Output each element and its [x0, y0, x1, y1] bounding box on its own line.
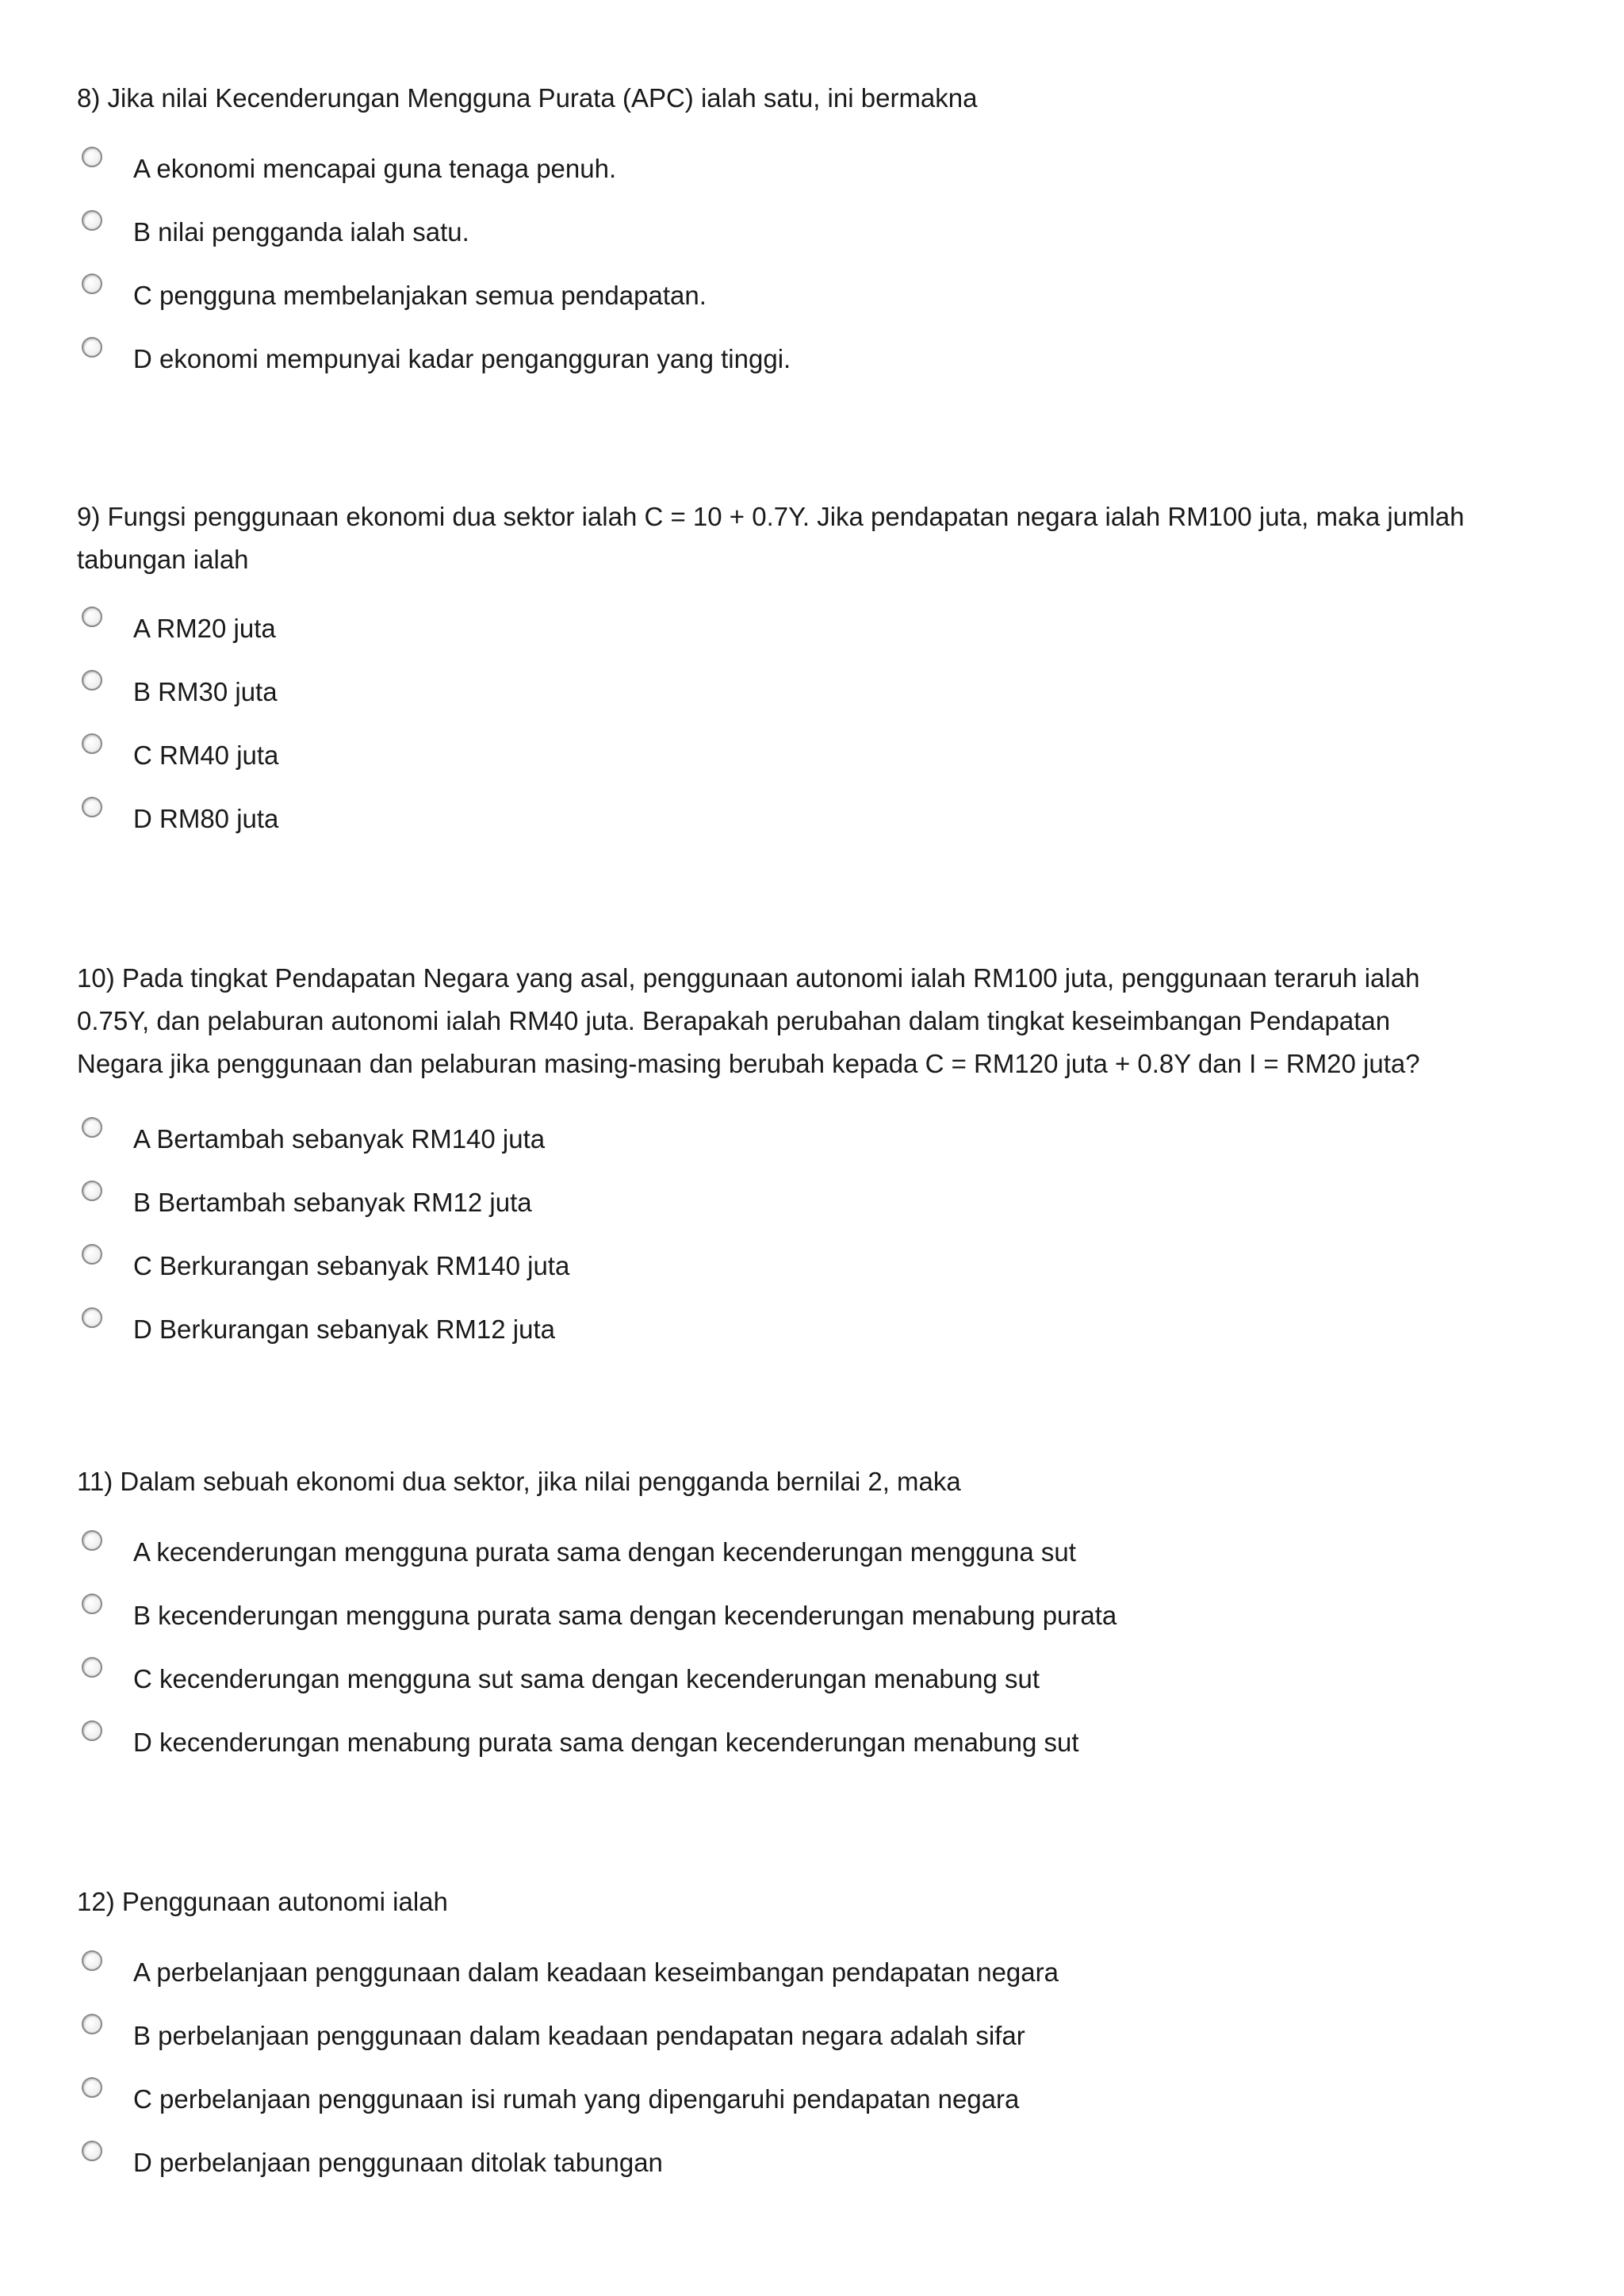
option-b[interactable] [77, 210, 1552, 274]
option-label: C pengguna membelanjakan semua pendapatan. [133, 281, 707, 310]
radio-button[interactable] [82, 2141, 102, 2161]
option-list [77, 147, 1552, 400]
option-label: B nilai pengganda ialah satu. [133, 217, 469, 247]
option-label: B perbelanjaan penggunaan dalam keadaan pendapatan negara adalah sifar [133, 2021, 1025, 2050]
radio-button[interactable] [82, 2014, 102, 2034]
radio-button[interactable] [82, 337, 102, 358]
question-9 [77, 496, 1552, 860]
option-label: C RM40 juta [133, 740, 279, 770]
question-text-line: tabungan ialah [77, 545, 249, 574]
radio-button[interactable] [82, 2077, 102, 2098]
option-label: D ekonomi mempunyai kadar pengangguran yang tinggi. [133, 344, 791, 373]
option-c[interactable] [77, 274, 1552, 337]
radio-button[interactable] [82, 1117, 102, 1138]
option-label: D perbelanjaan penggunaan ditolak tabungan [133, 2148, 663, 2177]
radio-button[interactable] [82, 670, 102, 691]
question-text: 8) Jika nilai Kecenderungan Mengguna Purata (APC) ialah satu, ini bermakna [77, 83, 978, 113]
option-c[interactable] [77, 1657, 1552, 1720]
option-label: D Berkurangan sebanyak RM12 juta [133, 1314, 555, 1344]
option-d[interactable] [77, 2141, 1552, 2204]
option-label: B RM30 juta [133, 677, 278, 706]
question-text [77, 496, 1552, 581]
option-list [77, 1950, 1552, 2204]
question-8 [77, 77, 1552, 400]
radio-button[interactable] [82, 1594, 102, 1614]
question-text-line: 0.75Y, dan pelaburan autonomi ialah RM40 juta. Berapakah perubahan dalam tingkat keseimbangan Pendapatan [77, 1006, 1391, 1035]
option-list [77, 607, 1552, 860]
option-a[interactable] [77, 1530, 1552, 1594]
question-text-line: 10) Pada tingkat Pendapatan Negara yang asal, penggunaan autonomi ialah RM100 juta, penggunaan teraruh ialah [77, 963, 1420, 993]
option-label: A kecenderungan mengguna purata sama dengan kecenderungan mengguna sut [133, 1537, 1076, 1567]
option-label: A RM20 juta [133, 614, 276, 643]
radio-button[interactable] [82, 210, 102, 231]
option-label: A Bertambah sebanyak RM140 juta [133, 1124, 546, 1154]
option-label: B Bertambah sebanyak RM12 juta [133, 1188, 532, 1217]
option-b[interactable] [77, 1594, 1552, 1657]
question-text: 12) Penggunaan autonomi ialah [77, 1887, 448, 1916]
option-label: A ekonomi mencapai guna tenaga penuh. [133, 154, 617, 183]
option-d[interactable] [77, 337, 1552, 400]
option-a[interactable] [77, 1950, 1552, 2014]
radio-button[interactable] [82, 1657, 102, 1678]
option-d[interactable] [77, 1307, 1552, 1371]
option-label: D kecenderungan menabung purata sama dengan kecenderungan menabung sut [133, 1728, 1079, 1757]
option-list [77, 1530, 1552, 1784]
question-text-line: 9) Fungsi penggunaan ekonomi dua sektor ialah C = 10 + 0.7Y. Jika pendapatan negara ialah RM100 juta, maka jumlah [77, 502, 1465, 531]
option-b[interactable] [77, 1181, 1552, 1244]
radio-button[interactable] [82, 1181, 102, 1201]
option-label: C perbelanjaan penggunaan isi rumah yang dipengaruhi pendapatan negara [133, 2084, 1020, 2114]
option-a[interactable] [77, 607, 1552, 670]
radio-button[interactable] [82, 797, 102, 817]
question-12 [77, 1881, 1552, 2204]
radio-button[interactable] [82, 147, 102, 167]
question-text-line: Negara jika penggunaan dan pelaburan masing-masing berubah kepada C = RM120 juta + 0.8Y dan I = RM20 juta? [77, 1049, 1420, 1078]
radio-button[interactable] [82, 1720, 102, 1741]
option-c[interactable] [77, 1244, 1552, 1307]
option-c[interactable] [77, 733, 1552, 797]
option-b[interactable] [77, 2014, 1552, 2077]
radio-button[interactable] [82, 274, 102, 294]
question-10 [77, 957, 1552, 1371]
question-11 [77, 1460, 1552, 1784]
radio-button[interactable] [82, 1307, 102, 1328]
radio-button[interactable] [82, 733, 102, 754]
option-label: B kecenderungan mengguna purata sama dengan kecenderungan menabung purata [133, 1601, 1117, 1630]
question-text: 11) Dalam sebuah ekonomi dua sektor, jika nilai pengganda bernilai 2, maka [77, 1467, 961, 1496]
option-a[interactable] [77, 1117, 1552, 1181]
radio-button[interactable] [82, 1950, 102, 1971]
option-label: A perbelanjaan penggunaan dalam keadaan keseimbangan pendapatan negara [133, 1957, 1059, 1987]
option-d[interactable] [77, 1720, 1552, 1784]
option-d[interactable] [77, 797, 1552, 860]
option-list [77, 1117, 1552, 1371]
radio-button[interactable] [82, 1530, 102, 1551]
option-c[interactable] [77, 2077, 1552, 2141]
question-text [77, 957, 1552, 1085]
option-label: C kecenderungan mengguna sut sama dengan kecenderungan menabung sut [133, 1664, 1040, 1693]
option-b[interactable] [77, 670, 1552, 733]
option-a[interactable] [77, 147, 1552, 210]
radio-button[interactable] [82, 1244, 102, 1265]
radio-button[interactable] [82, 607, 102, 627]
option-label: C Berkurangan sebanyak RM140 juta [133, 1251, 570, 1280]
option-label: D RM80 juta [133, 804, 279, 833]
